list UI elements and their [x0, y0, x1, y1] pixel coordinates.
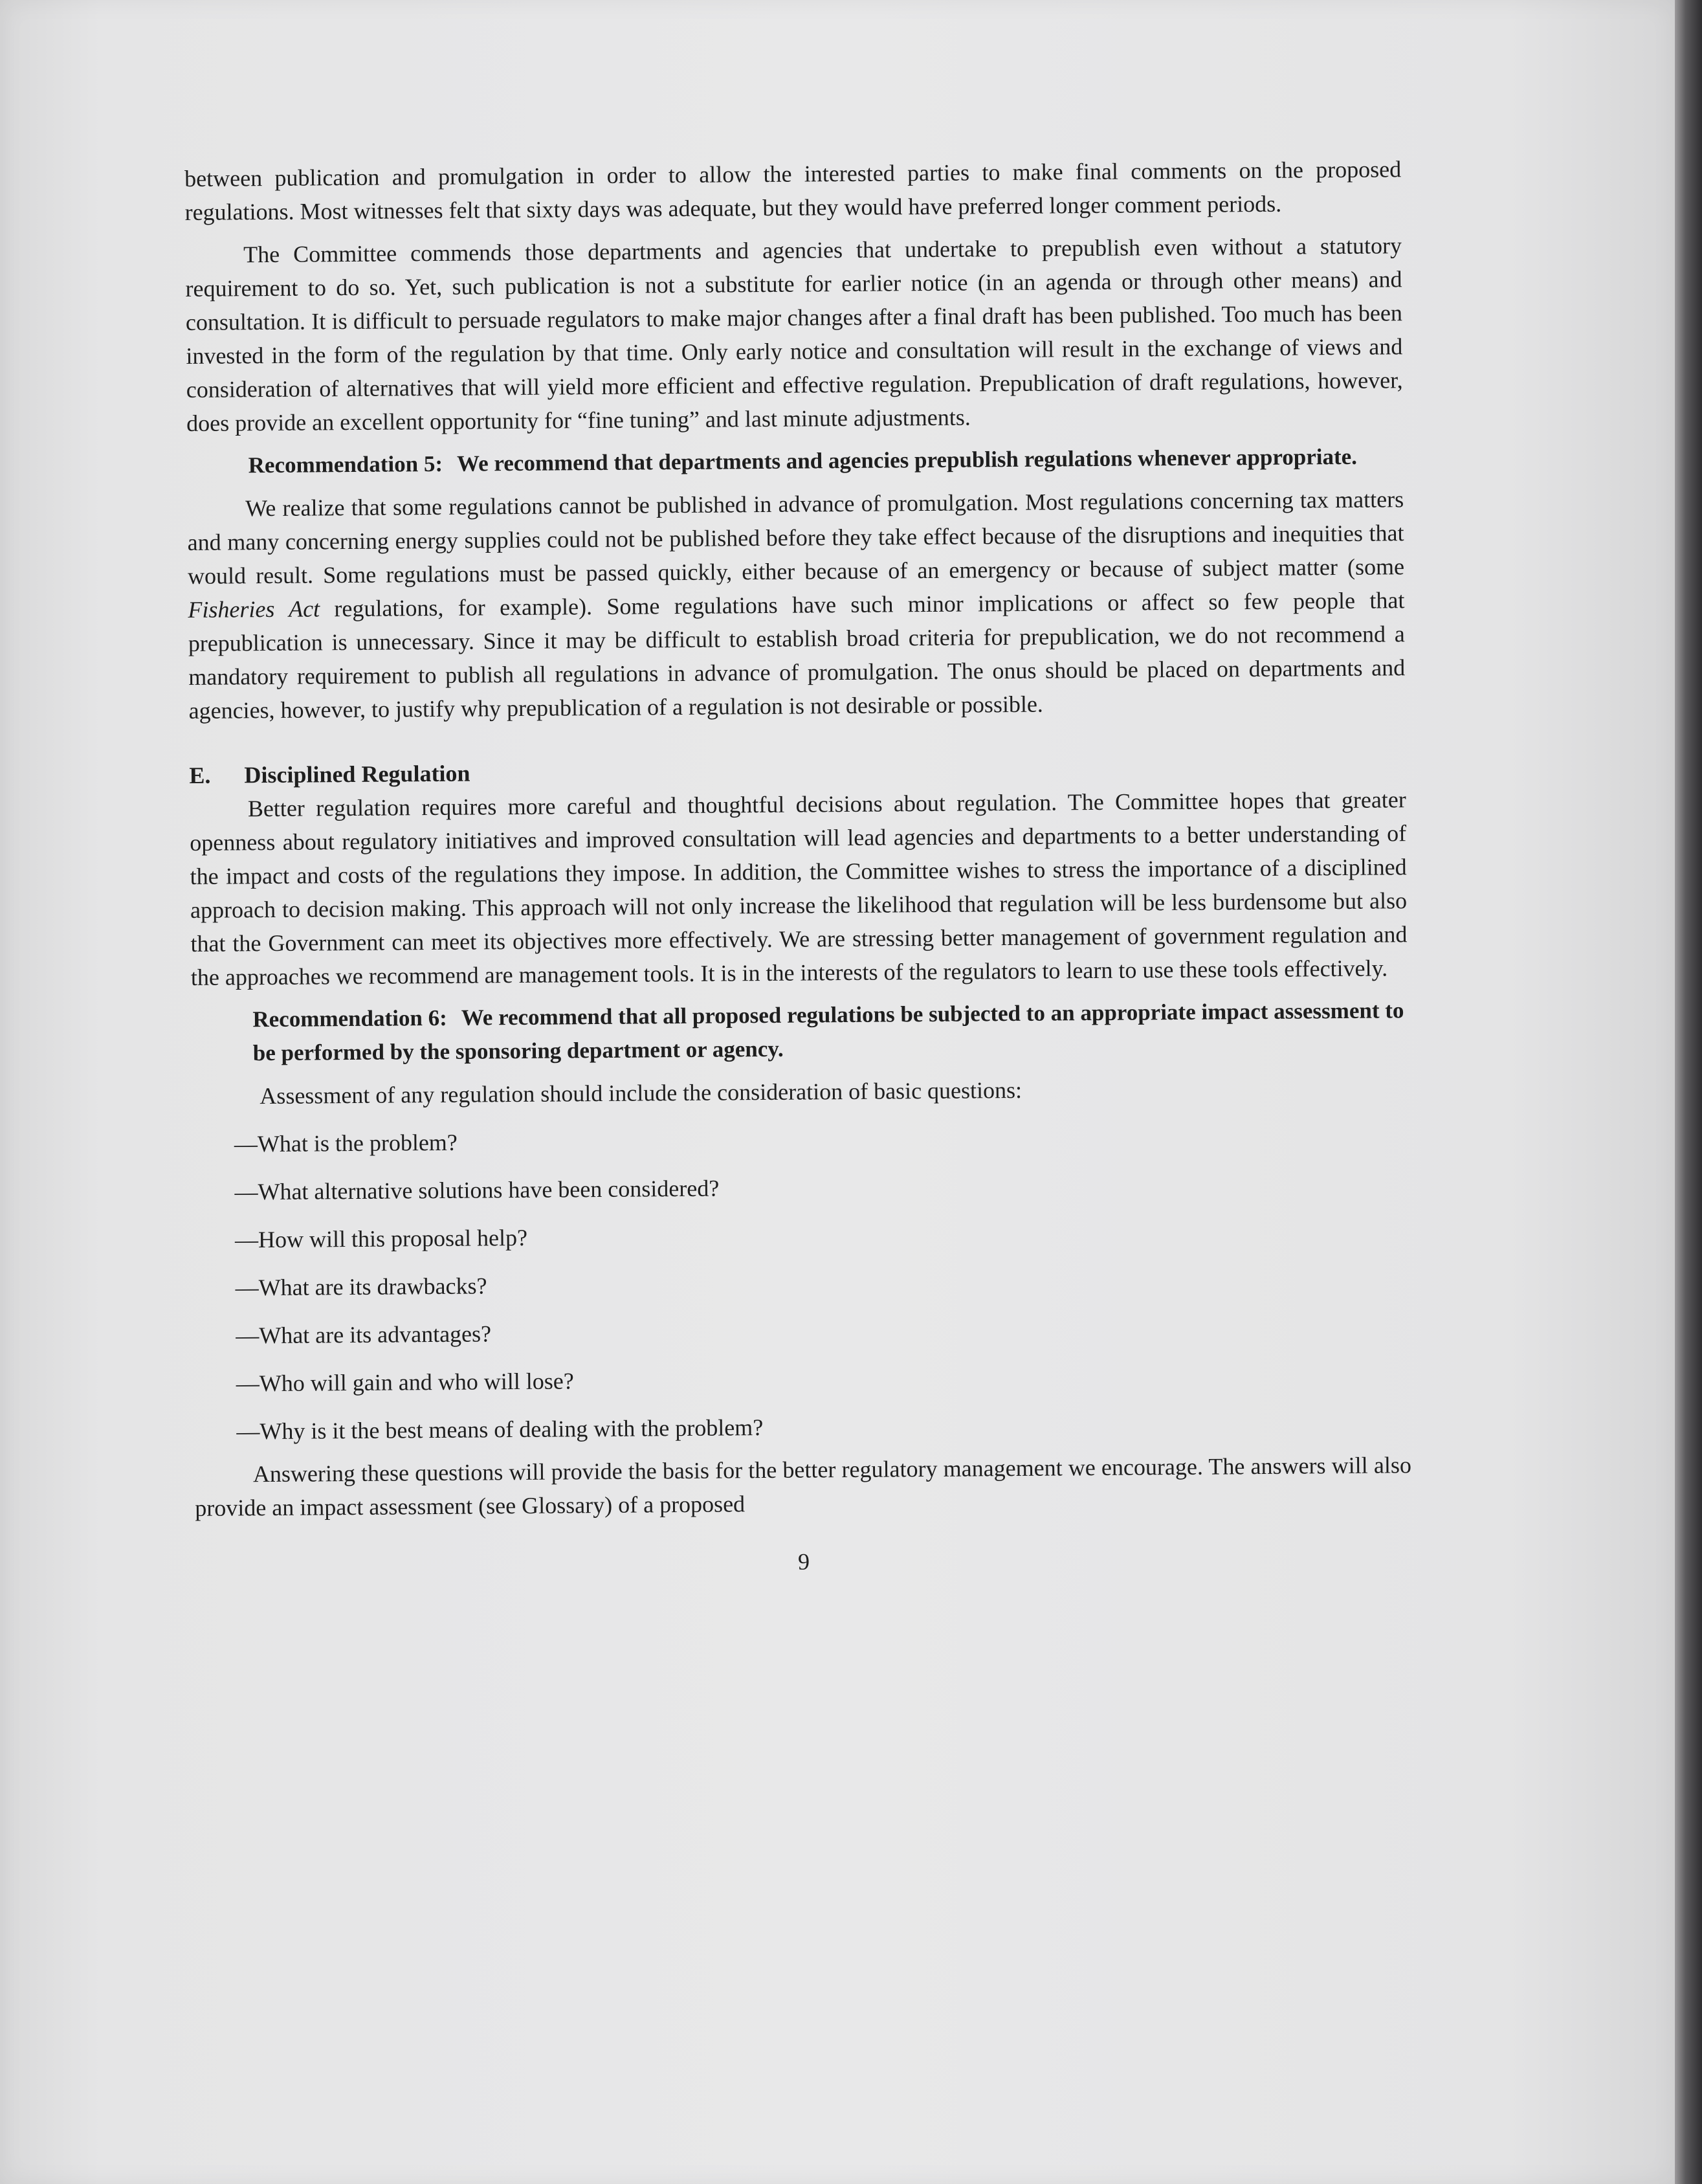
assessment-intro: Assessment of any regulation should include the consideration of basic questions: — [260, 1076, 1022, 1109]
paragraph-prepublication-exceptions-part1: We realize that some regulations cannot be published in advance of promulgation. Most regulations concerning tax matters and many concerning energy supplies could not be published before they take effect because of the disruptions and inequities that would result. Some regulations must be passed quickly, either because of an emergency or because of subject matter (some — [187, 486, 1405, 589]
paragraph-answering-questions: Answering these questions will provide the basis for the better regulatory management we encourage. The answers will also provide an impact assessment (see Glossary) of a proposed — [195, 1452, 1412, 1521]
question-item: —What is the problem? — [234, 1129, 458, 1157]
question-item: —Who will gain and who will lose? — [236, 1368, 574, 1397]
page-content — [184, 152, 1412, 1583]
recommendation-5 — [248, 440, 1403, 482]
recommendation-5-text: We recommend that departments and agencies prepublish regulations whenever appropriate. — [456, 443, 1358, 476]
question-item: —Why is it the best means of dealing with the problem? — [236, 1414, 764, 1445]
paragraph-prepublication-commendation: The Committee commends those departments and agencies that undertake to prepublish even without a statutory requirement to do so. Yet, such publication is not a substitute for earlier notice (in an agenda or through other means) and consultation. It is difficult to persuade regulators to make major changes after a final draft has been published. Too much has been invested in the form of the regulation by that time. Only early notice and consultation will result in the exchange of views and consideration of alternatives that will yield more efficient and effective regulation. Prepublication of draft regulations, however, does provide an excellent opportunity for “fine tuning” and last minute adjustments. — [185, 232, 1403, 436]
question-item: —What are its drawbacks? — [235, 1273, 487, 1301]
section-title: Disciplined Regulation — [244, 760, 470, 788]
recommendation-6-text: We recommend that all proposed regulations be subjected to an appropriate impact assessment to be performed by the sponsoring department or agency. — [252, 997, 1404, 1066]
question-item: —What alternative solutions have been considered? — [234, 1175, 720, 1205]
book-spine-shadow — [1675, 0, 1702, 2184]
question-item: —How will this proposal help? — [234, 1224, 528, 1253]
paragraph-disciplined-regulation: Better regulation requires more careful and thoughtful decisions about regulation. The Committee hopes that greater openness about regulatory initiatives and improved consultation will lead agencies and departments to a better understanding of the impact and costs of the regulations they impose. In addition, the Committee wishes to stress the importance of a disciplined approach to decision making. This approach will not only increase the likelihood that regulation will be less burdensome but also that the Government can meet its objectives more effectively. We are stressing better management of government regulation and the approaches we recommend are management tools. It is in the interests of the regulators to learn to use these tools effectively. — [190, 786, 1408, 990]
paragraph-continuation: between publication and promulgation in order to allow the interested parties to make final comments on the proposed regulations. Most witnesses felt that sixty days was adequate, but they would have preferred longer comment periods. — [184, 156, 1402, 225]
recommendation-6-label: Recommendation 6: — [252, 1005, 447, 1032]
recommendation-6 — [252, 994, 1408, 1070]
page-number: 9 — [797, 1548, 810, 1575]
basic-questions-list — [192, 1118, 1411, 1449]
recommendation-5-label: Recommendation 5: — [248, 451, 443, 478]
fisheries-act-title: Fisheries Act — [188, 596, 320, 623]
question-item: —What are its advantages? — [236, 1320, 492, 1349]
paragraph-prepublication-exceptions-part2: regulations, for example). Some regulations have such minor implications or affect so few people that prepublication is unnecessary. Since it may be difficult to establish broad criteria for prepublication, we do not recommend a mandatory requirement to publish all regulations in advance of promulgation. The onus should be placed on departments and agencies, however, to justify why prepublication of a regulation is not desirable or possible. — [188, 587, 1406, 724]
paragraph-prepublication-exceptions — [187, 482, 1406, 728]
section-letter: E. — [189, 762, 211, 788]
